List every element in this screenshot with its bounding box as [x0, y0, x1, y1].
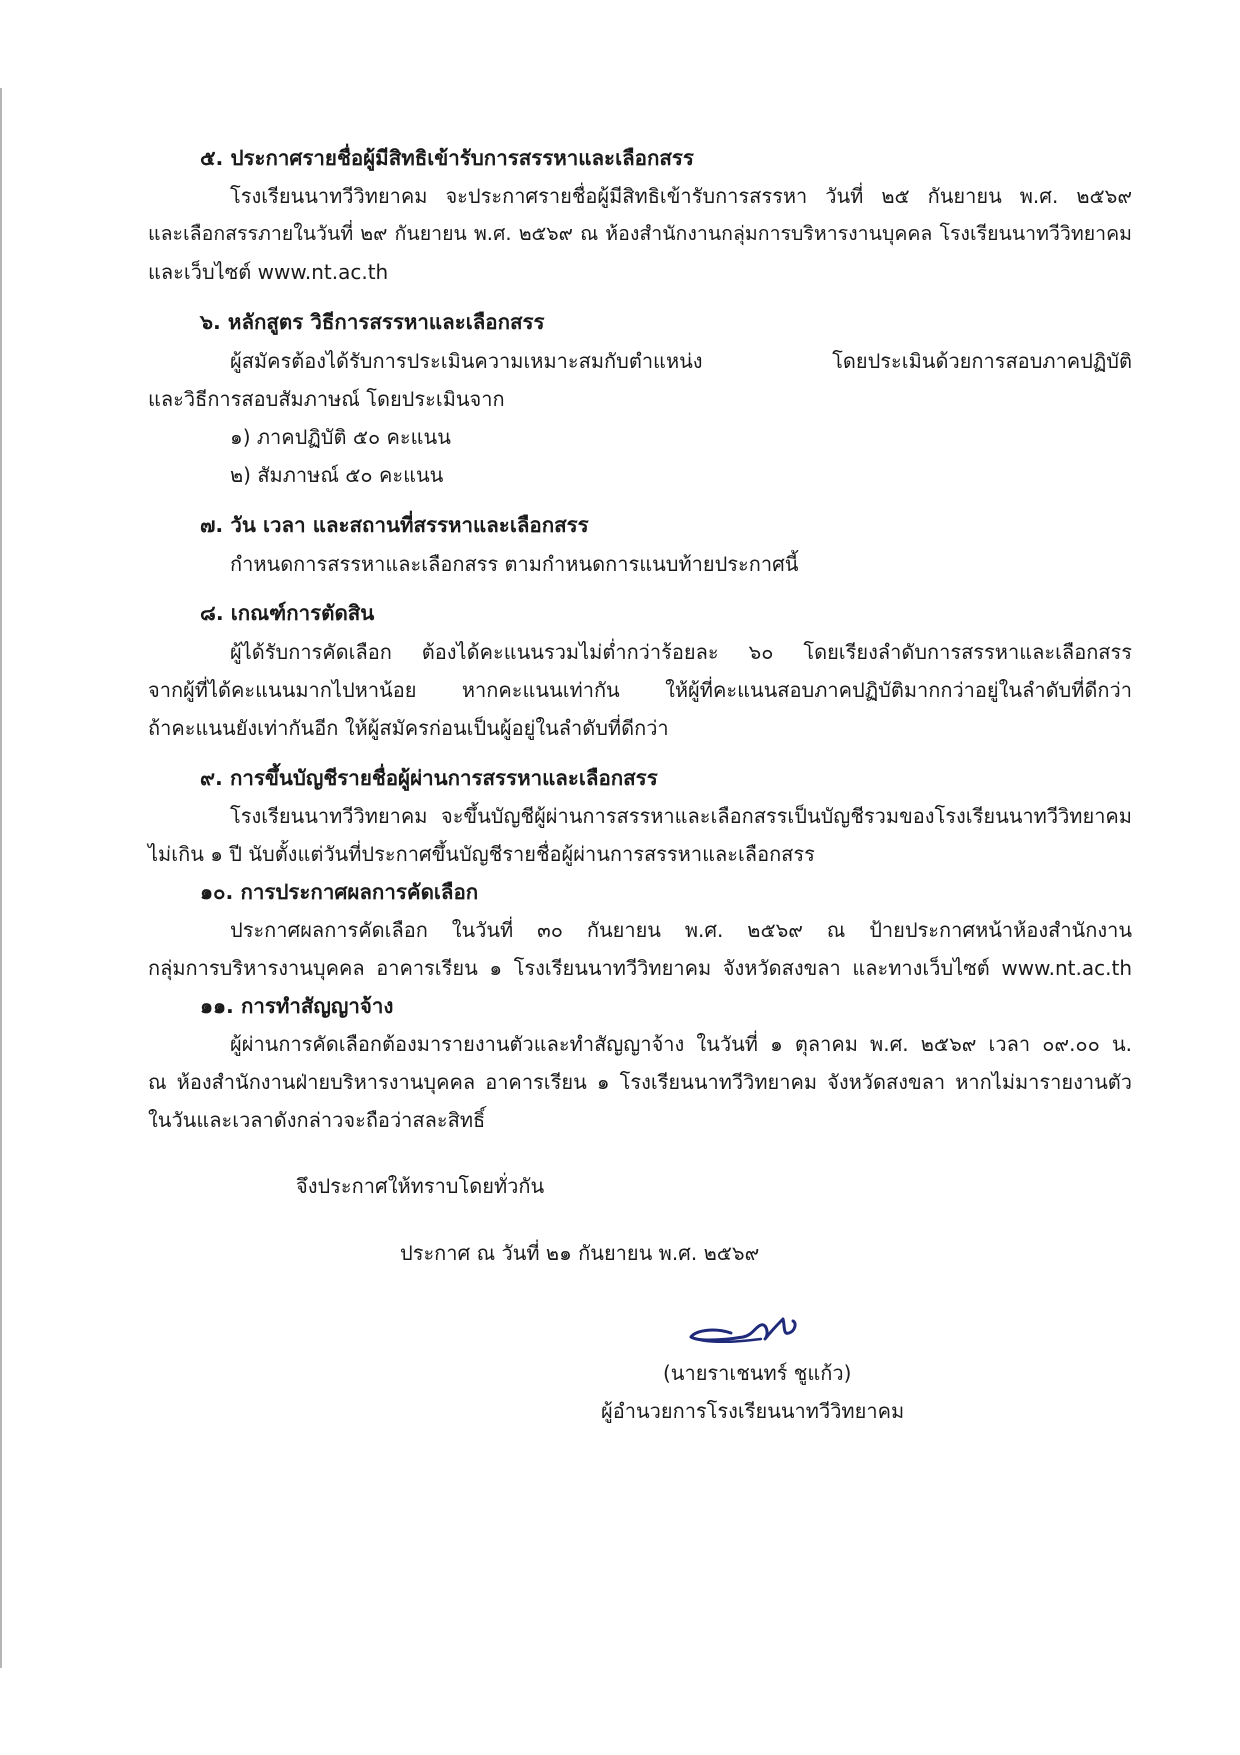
signatory-name: (นายราเชนทร์ ชูแก้ว): [663, 1361, 852, 1385]
section-11-line-2: ณ ห้องสำนักงานฝ่ายบริหารงานบุคคล อาคารเรียน ๑ โรงเรียนนาทวีวิทยาคม จังหวัดสงขลา หากไม่มารายงานตัว: [148, 1070, 1132, 1094]
section-5-heading: ๕. ประกาศรายชื่อผู้มีสิทธิเข้ารับการสรรหาและเลือกสรร: [200, 146, 694, 170]
section-9-line-2: ไม่เกิน ๑ ปี นับตั้งแต่วันที่ประกาศขึ้นบัญชีรายชื่อผู้ผ่านการสรรหาและเลือกสรร: [148, 842, 815, 866]
section-7-line-1: กำหนดการสรรหาและเลือกสรร ตามกำหนดการแนบท้ายประกาศนี้: [230, 552, 799, 576]
signatory-title: ผู้อำนวยการโรงเรียนนาทวีวิทยาคม: [601, 1399, 905, 1423]
section-11-line-3: ในวันและเวลาดังกล่าวจะถือว่าสละสิทธิ์: [148, 1108, 486, 1132]
section-9-heading: ๙. การขึ้นบัญชีรายชื่อผู้ผ่านการสรรหาและเลือกสรร: [200, 766, 658, 790]
section-8-heading: ๘. เกณฑ์การตัดสิน: [200, 601, 375, 625]
announcement-date: ประกาศ ณ วันที่ ๒๑ กันยายน พ.ศ. ๒๕๖๙: [400, 1241, 760, 1265]
section-5-line-3: และเว็บไซต์ www.nt.ac.th: [148, 260, 389, 284]
section-10-line-2: กลุ่มการบริหารงานบุคคล อาคารเรียน ๑ โรงเรียนนาทวีวิทยาคม จังหวัดสงขลา และทางเว็บไซต์ www.nt.ac.th: [148, 956, 1132, 980]
section-5-line-1: โรงเรียนนาทวีวิทยาคม จะประกาศรายชื่อผู้มีสิทธิเข้ารับการสรรหา วันที่ ๒๕ กันยายน พ.ศ. ๒๕๖๙: [230, 184, 1132, 208]
section-11-line-1: ผู้ผ่านการคัดเลือกต้องมารายงานตัวและทำสัญญาจ้าง ในวันที่ ๑ ตุลาคม พ.ศ. ๒๕๖๙ เวลา ๐๙.๐๐ น.: [230, 1032, 1132, 1056]
section-10-heading: ๑๐. การประกาศผลการคัดเลือก: [200, 880, 479, 904]
handwritten-signature: [683, 1305, 813, 1355]
section-8-line-1: ผู้ได้รับการคัดเลือก ต้องได้คะแนนรวมไม่ต่ำกว่าร้อยละ ๖๐ โดยเรียงลำดับการสรรหาและเลือกสรร: [230, 640, 1132, 664]
section-10-line-1: ประกาศผลการคัดเลือก ในวันที่ ๓๐ กันยายน พ.ศ. ๒๕๖๙ ณ ป้ายประกาศหน้าห้องสำนักงาน: [230, 918, 1132, 942]
section-7-heading: ๗. วัน เวลา และสถานที่สรรหาและเลือกสรร: [200, 513, 589, 537]
section-8-line-3: ถ้าคะแนนยังเท่ากันอีก ให้ผู้สมัครก่อนเป็นผู้อยู่ในลำดับที่ดีกว่า: [148, 716, 669, 740]
section-5-line-2: และเลือกสรรภายในวันที่ ๒๙ กันยายน พ.ศ. ๒๕๖๙ ณ ห้องสำนักงานกลุ่มการบริหารงานบุคคล โรงเรียนนาทวีวิทยาคม: [148, 222, 1132, 245]
section-6-heading: ๖. หลักสูตร วิธีการสรรหาและเลือกสรร: [200, 310, 545, 334]
section-6-line-1: ผู้สมัครต้องได้รับการประเมินความเหมาะสมกับตำแหน่ง โดยประเมินด้วยการสอบภาคปฏิบัติ: [230, 349, 1132, 373]
section-6-item-1: ๑) ภาคปฏิบัติ ๕๐ คะแนน: [230, 425, 451, 449]
section-9-line-1: โรงเรียนนาทวีวิทยาคม จะขึ้นบัญชีผู้ผ่านการสรรหาและเลือกสรรเป็นบัญชีรวมของโรงเรียนนาทวีวิทยาคม: [230, 804, 1132, 828]
section-8-line-2: จากผู้ที่ได้คะแนนมากไปหาน้อย หากคะแนนเท่ากัน ให้ผู้ที่คะแนนสอบภาคปฏิบัติมากกว่าอยู่ในลำดับที่ดีกว่า: [148, 678, 1132, 702]
section-11-heading: ๑๑. การทำสัญญาจ้าง: [200, 994, 394, 1018]
closing-announcement: จึงประกาศให้ทราบโดยทั่วกัน: [296, 1174, 545, 1198]
section-6-item-2: ๒) สัมภาษณ์ ๕๐ คะแนน: [230, 463, 444, 487]
section-6-line-2: และวิธีการสอบสัมภาษณ์ โดยประเมินจาก: [148, 387, 505, 411]
